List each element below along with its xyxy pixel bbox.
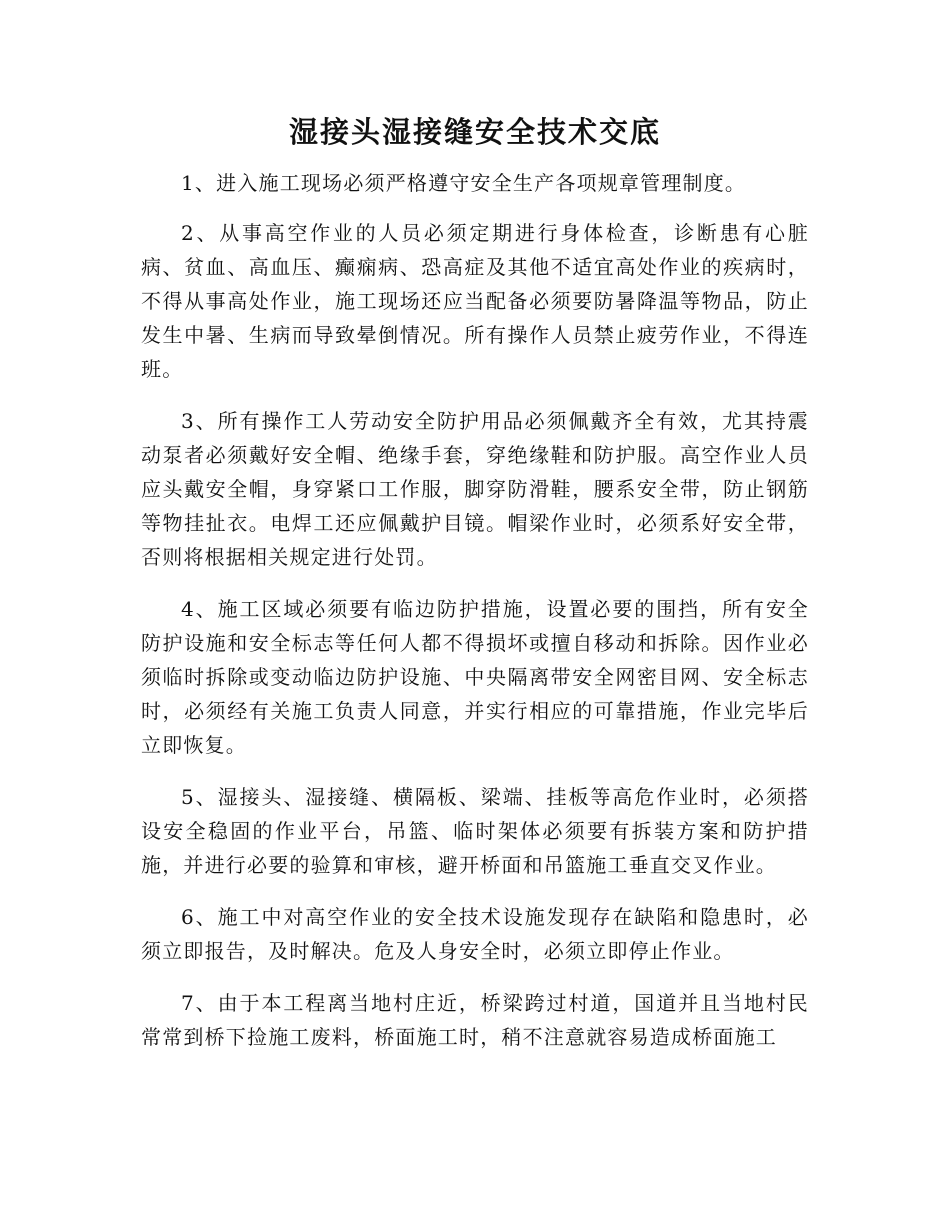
paragraph-6: 6、施工中对高空作业的安全技术设施发现存在缺陷和隐患时，必须立即报告，及时解决。危及人身安全时，必须立即停止作业。 <box>141 905 809 963</box>
paragraph-7: 7、由于本工程离当地村庄近，桥梁跨过村道，国道并且当地村民常常到桥下捡施工废料，桥面施工时，稍不注意就容易造成桥面施工 <box>141 991 809 1049</box>
paragraph-5: 5、湿接头、湿接缝、横隔板、梁端、挂板等高危作业时，必须搭设安全稳固的作业平台，吊篮、临时架体必须要有拆装方案和防护措施，并进行必要的验算和审核，避开桥面和吊篮施工垂直交叉作业。 <box>141 785 809 877</box>
paragraph-3: 3、所有操作工人劳动安全防护用品必须佩戴齐全有效，尤其持震动泵者必须戴好安全帽、绝缘手套，穿绝缘鞋和防护服。高空作业人员应头戴安全帽，身穿紧口工作服，脚穿防滑鞋，腰系安全带，防止钢筋等物挂扯衣。电焊工还应佩戴护目镜。帽梁作业时，必须系好安全带，否则将根据相关规定进行处罚。 <box>141 409 809 569</box>
document-title: 湿接头湿接缝安全技术交底 <box>288 115 661 149</box>
document-body <box>141 166 809 1072</box>
paragraph-4: 4、施工区域必须要有临边防护措施，设置必要的围挡，所有安全防护设施和安全标志等任何人都不得损坏或擅自移动和拆除。因作业必须临时拆除或变动临边防护设施、中央隔离带安全网密目网、安全标志时，必须经有关施工负责人同意，并实行相应的可靠措施，作业完毕后立即恢复。 <box>141 597 809 757</box>
paragraph-1: 1、进入施工现场必须严格遵守安全生产各项规章管理制度。 <box>181 171 747 195</box>
paragraph-2: 2、从事高空作业的人员必须定期进行身体检查，诊断患有心脏病、贫血、高血压、癫痫病、恐高症及其他不适宜高处作业的疾病时，不得从事高处作业，施工现场还应当配备必须要防暑降温等物品，防止发生中暑、生病而导致晕倒情况。所有操作人员禁止疲劳作业，不得连班。 <box>141 221 809 381</box>
